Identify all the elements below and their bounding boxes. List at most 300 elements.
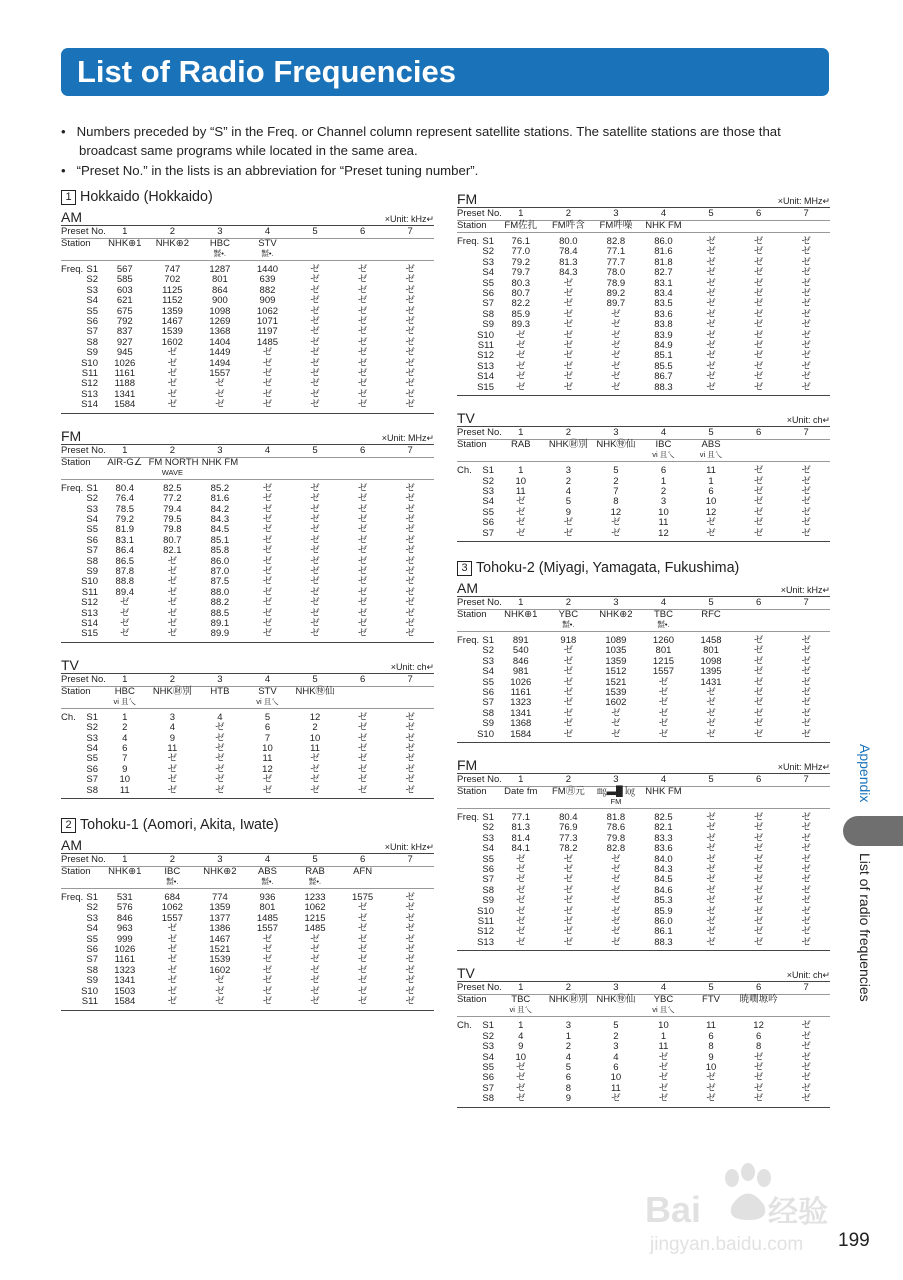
frequency-cell: 1557 [209,368,231,380]
frequency-cell: 801 [655,645,672,657]
frequency-table [61,854,434,1010]
row-type-label [457,1032,477,1042]
frequency-cell: 684 [164,892,181,904]
station-slot: S11 [81,586,98,598]
frequency-cell: 85.5 [654,360,673,372]
station-cell [149,867,197,889]
row-type-label [61,296,81,306]
frequency-cell: ゼ [405,326,415,338]
band-block [457,578,830,743]
row-type-label [61,966,81,976]
station-name: IBC [655,439,672,451]
station-slot: S4 [86,513,98,525]
frequency-cell: ゼ [706,853,716,865]
row-type-label [457,351,477,361]
table-row [61,494,434,504]
frequency-cell: 88.2 [210,597,230,609]
frequency-cell: 84.6 [654,884,673,896]
frequency-cell: ゼ [386,786,434,799]
frequency-cell: ゼ [516,895,526,907]
frequency-cell: 10 [119,774,131,786]
frequency-cell: 79.7 [511,267,531,279]
region-number: 2 [61,818,76,833]
preset-cell: 1 [101,674,149,687]
frequency-cell: ゼ [563,329,574,341]
frequency-cell: 4 [217,711,223,723]
frequency-cell: ゼ [753,926,764,938]
frequency-cell: 1062 [304,902,326,914]
frequency-cell: ゼ [497,529,545,542]
frequency-cell: ゼ [706,319,716,331]
station-cell [640,995,688,1017]
station-slot: S5 [482,1061,494,1073]
frequency-cell: 79.5 [163,513,182,525]
frequency-cell: ゼ [357,284,368,296]
frequency-cell: 10 [658,1020,669,1032]
frequency-cell: 9 [122,763,128,775]
frequency-cell: 1368 [209,326,231,338]
frequency-cell: ゼ [563,517,574,529]
row-type-label [457,529,477,542]
frequency-cell: ゼ [611,308,621,320]
frequency-cell: 10 [705,1061,717,1073]
preset-cell: 7 [782,774,830,787]
frequency-cell: ゼ [753,256,764,268]
station-cell [782,787,830,809]
frequency-cell: ゼ [310,576,320,588]
frequency-cell: 11 [310,743,320,754]
frequency-cell: ゼ [357,763,368,775]
station-slot: S8 [86,964,98,976]
frequency-cell: 963 [116,923,133,935]
frequency-cell: ゼ [563,308,574,320]
frequency-cell: ゼ [310,954,320,966]
frequency-cell: ゼ [357,774,368,786]
frequency-cell: 1125 [162,284,183,296]
station-name: STV [258,238,277,249]
station-slot: S8 [86,336,98,348]
row-type-label [61,955,81,965]
station-cell [497,440,545,462]
preset-cell: Preset No. [61,226,106,237]
frequency-cell: ゼ [801,645,811,657]
frequency-cell: ゼ [516,874,526,886]
row-type-label [61,494,81,504]
frequency-cell: ゼ [735,1094,783,1107]
frequency-cell: 80.4 [115,482,135,494]
frequency-cell: 1341 [114,388,136,400]
frequency-cell: 80.7 [511,288,531,300]
table-row [457,844,830,854]
preset-row [457,597,830,610]
station-name: NHK FM [645,786,682,797]
frequency-cell: ゼ [706,707,716,719]
table-row [61,775,434,785]
frequency-cell: ゼ [167,753,178,765]
station-slot: S3 [86,503,98,515]
frequency-cell: 84.5 [210,524,230,536]
frequency-cell: ゼ [753,350,764,362]
frequency-cell: ゼ [310,753,320,765]
frequency-cell: 1512 [605,666,627,678]
band-title: FM [61,427,82,444]
row-type-label [61,567,81,577]
frequency-cell: 81.3 [559,256,578,268]
band-header [61,655,434,674]
preset-cell: 4 [640,427,688,440]
side-page-label: List of radio frequencies [857,853,873,1002]
preset-cell: 3 [592,982,640,995]
frequency-cell: 88.0 [210,586,230,598]
frequency-cell: 945 [116,347,133,359]
station-slot: S1 [482,634,494,646]
row-type-label [457,907,477,917]
row-type-label [61,945,81,955]
table-row [457,518,830,528]
frequency-cell: ゼ [753,308,764,320]
frequency-cell: 82.1 [654,822,673,834]
row-type-label: Ch. [457,1020,472,1032]
preset-cell: 3 [592,774,640,787]
station-name: Station [457,608,487,620]
frequency-cell: ゼ [339,786,387,799]
row-type-label [61,379,81,389]
station-subtext: vi 且乀 [652,1005,675,1015]
frequency-cell: ゼ [735,730,783,743]
frequency-cell: 999 [116,933,133,945]
station-subtext: vi 且乀 [652,450,675,460]
frequency-cell: ゼ [706,895,716,907]
frequency-cell: ゼ [801,822,811,834]
frequency-cell: 89.3 [511,319,531,331]
station-slot: S9 [86,565,98,577]
frequency-cell: ゼ [563,350,574,362]
frequency-cell: 84.2 [210,503,230,515]
frequency-cell: ゼ [291,400,339,413]
table-row [61,588,434,598]
frequency-cell: 84.5 [654,874,673,886]
row-type-label [61,609,81,619]
station-subtext: vi 且乀 [509,1005,533,1015]
station-slot: S14 [477,371,494,383]
frequency-cell: ゼ [545,730,593,743]
station-name: FM吽噪 [599,220,633,231]
unit-label: ×Unit: ch↵ [390,661,434,672]
region-name: Tohoku-2 (Miyagi, Yamagata, Fukushima) [476,559,740,576]
frequency-cell: 1485 [256,336,279,348]
frequency-cell: ゼ [405,378,415,390]
preset-cell: 5 [687,208,735,221]
band-header [457,578,830,597]
intro-notes [61,122,831,181]
frequency-cell: ゼ [405,305,415,317]
frequency-cell: ゼ [782,938,830,951]
frequency-cell: ゼ [167,985,178,997]
frequency-cell: ゼ [706,843,716,855]
unit-label: ×Unit: kHz↵ [384,842,434,853]
station-subtext: WAVE [161,467,183,477]
station-cell [497,609,545,631]
frequency-cell: 774 [211,892,228,904]
table-row [457,362,830,372]
frequency-cell: 87.5 [210,576,230,588]
frequency-cell: ゼ [545,383,593,396]
frequency-cell: ゼ [291,786,339,799]
station-slot: S3 [482,1041,494,1053]
frequency-cell: ゼ [658,1072,669,1084]
station-name: RFC [701,608,721,620]
frequency-cell: 11 [706,465,716,477]
table-row [61,619,434,629]
frequency-cell: ゼ [801,905,811,917]
table-row [457,886,830,896]
frequency-cell: 1161 [510,686,531,698]
frequency-cell: 540 [512,645,529,657]
station-slot: S5 [482,676,494,688]
frequency-cell: 1440 [256,264,279,275]
frequency-cell: ゼ [405,524,415,536]
frequency-cell: ゼ [339,997,387,1010]
station-slot: S14 [81,617,98,629]
frequency-cell: ゼ [516,1061,526,1073]
frequency-cell: ゼ [735,383,783,396]
frequency-cell: 11 [658,517,669,529]
station-subtext: vi 且乀 [113,696,137,706]
frequency-cell: 86.0 [654,916,673,928]
frequency-cell: ゼ [753,718,764,730]
frequency-cell: ゼ [405,586,415,598]
frequency-cell: ゼ [215,985,225,997]
station-slot: S2 [86,493,98,505]
frequency-cell: 1602 [161,336,183,348]
frequency-cell: ゼ [339,629,387,642]
table-row [457,809,830,824]
frequency-cell: ゼ [706,832,716,844]
station-name: NHK㊕仙 [295,685,335,697]
station-slot: S4 [482,1051,494,1063]
svg-text:Bai: Bai [645,1189,702,1230]
preset-cell: Preset No. [61,673,106,685]
frequency-cell: ゼ [167,954,178,966]
preset-cell: 2 [149,674,197,687]
frequency-cell: 84.9 [654,340,673,352]
frequency-cell: ゼ [801,686,811,698]
frequency-cell: ゼ [592,529,640,542]
frequency-cell: 87.0 [210,565,230,577]
frequency-cell: ゼ [167,975,178,987]
frequency-cell: ゼ [687,1094,735,1107]
frequency-cell: ゼ [405,274,415,286]
preset-cell: 2 [545,982,593,995]
frequency-cell: 8 [613,496,619,508]
station-name: YBC [653,994,674,1006]
station-cell [545,787,593,809]
frequency-cell: ゼ [357,513,368,525]
frequency-cell: ゼ [405,743,415,754]
frequency-cell: ゼ [592,938,640,951]
row-type-label [457,719,477,729]
frequency-cell: ゼ [801,1072,811,1084]
frequency-cell: ゼ [801,340,811,352]
frequency-cell: ゼ [357,326,368,338]
frequency-cell: 4 [565,485,571,497]
frequency-cell: ゼ [563,926,574,938]
frequency-cell: 10 [309,732,321,744]
unit-label: ×Unit: MHz↵ [777,762,830,772]
row-type-label [457,865,477,875]
frequency-cell: ゼ [357,524,368,536]
station-slot: S2 [86,722,98,734]
frequency-cell: 4 [122,732,128,744]
frequency-cell: 12 [705,506,717,518]
frequency-cell: ゼ [310,503,320,515]
station-slot: S2 [482,822,494,834]
frequency-cell: 1539 [161,326,183,338]
frequency-cell: 567 [116,264,133,275]
note-text: Numbers preceded by “S” in the Freq. or Channel column represent satellite stations. The satellite stations are those that broadcast same programs while located in the same area. [76,124,781,158]
frequency-cell: ゼ [405,711,415,723]
row-type-label [457,823,477,833]
note-item: • “Preset No.” in the lists is an abbreviation for “Preset tuning number”. [61,163,479,178]
frequency-cell: 900 [211,295,228,307]
preset-cell: 5 [687,774,735,787]
frequency-cell: ゼ [310,933,320,945]
station-name: Station [457,994,487,1006]
station-name: NHK㊖別 [152,685,192,697]
frequency-cell: 9 [169,732,175,744]
preset-cell: 4 [640,208,688,221]
preset-cell: 5 [291,445,339,458]
station-slot: S7 [482,874,494,886]
frequency-cell: ゼ [357,944,368,956]
station-cell [61,686,101,708]
preset-cell: 6 [735,208,783,221]
frequency-cell: ゼ [310,378,320,390]
frequency-cell: ゼ [167,368,178,380]
frequency-cell: 5 [264,711,271,723]
frequency-cell: ゼ [357,722,368,734]
frequency-cell: ゼ [640,1094,688,1107]
table-row [61,546,434,556]
frequency-cell: 78.5 [115,503,135,515]
row-type-label [61,400,81,413]
band-block [61,835,434,1010]
frequency-cell: 6 [660,465,667,477]
preset-row [457,427,830,440]
frequency-cell: 88.3 [640,383,688,396]
table-row [457,1063,830,1073]
region-tables [457,189,830,542]
table-row [457,372,830,382]
frequency-cell: ゼ [611,916,621,928]
frequency-cell: ゼ [801,832,811,844]
station-name: TBC [653,608,673,620]
frequency-cell: 85.2 [210,482,230,494]
frequency-cell: ゼ [310,295,320,307]
station-cell [244,457,292,479]
row-type-label [457,1084,477,1094]
frequency-cell: ゼ [310,368,320,380]
frequency-cell: ゼ [658,1061,669,1073]
frequency-cell: 10 [705,496,717,508]
table-row [457,875,830,885]
frequency-cell: ゼ [706,884,716,896]
frequency-cell: ゼ [516,916,526,928]
frequency-cell: ゼ [310,305,320,317]
band-title: TV [457,965,475,982]
frequency-cell: ゼ [262,534,273,546]
table-row [61,734,434,744]
frequency-cell: ゼ [706,256,716,268]
frequency-cell: ゼ [782,383,830,396]
station-cell [782,609,830,631]
frequency-cell: ゼ [310,555,320,567]
frequency-cell: ゼ [357,316,368,328]
unit-label: ×Unit: MHz↵ [381,432,434,443]
preset-row [457,774,830,787]
frequency-cell: ゼ [735,529,783,542]
frequency-cell: ゼ [310,763,320,775]
frequency-cell: ゼ [215,753,225,765]
preset-cell: 2 [545,774,593,787]
frequency-cell: 78.0 [606,267,626,279]
row-type-label [457,383,477,396]
table-row [457,907,830,917]
station-slot: S6 [86,534,98,546]
table-row [457,1073,830,1083]
station-name: HBC [209,238,230,249]
frequency-cell: 1062 [256,305,279,317]
station-cell [196,457,244,479]
frequency-cell: ゼ [801,1051,811,1063]
station-slot: S8 [482,884,494,896]
frequency-cell: 3 [660,496,667,508]
frequency-cell: 12 [309,711,321,723]
band-header [457,189,830,208]
station-slot: S2 [482,475,494,487]
frequency-cell: ゼ [262,347,273,359]
frequency-cell: ゼ [753,236,764,247]
station-name: 暁㗴塬吟 [739,994,778,1006]
row-type-label [61,754,81,764]
frequency-cell: ゼ [753,864,764,876]
frequency-cell: ゼ [753,884,764,896]
frequency-cell: ゼ [357,493,368,505]
frequency-cell: ゼ [706,298,716,310]
row-type-label [457,896,477,906]
station-cell [101,457,149,479]
table-row [61,744,434,754]
preset-cell: 1 [101,226,149,239]
station-cell [497,995,545,1017]
frequency-cell: 1449 [209,347,231,359]
station-slot: S8 [81,786,101,799]
frequency-cell: ゼ [357,347,368,359]
frequency-cell: ゼ [801,319,811,331]
frequency-cell: ゼ [310,274,320,286]
right-column [457,189,830,1120]
preset-cell: 4 [244,854,292,867]
frequency-cell: 86.0 [210,555,230,567]
station-cell [545,221,593,233]
row-type-label [457,698,477,708]
station-slot: S6 [86,944,98,956]
frequency-cell: 1602 [605,697,627,709]
frequency-cell: ゼ [497,383,545,396]
station-cell [61,457,101,479]
frequency-cell: 12 [610,506,622,518]
frequency-cell: 85.1 [210,534,230,546]
